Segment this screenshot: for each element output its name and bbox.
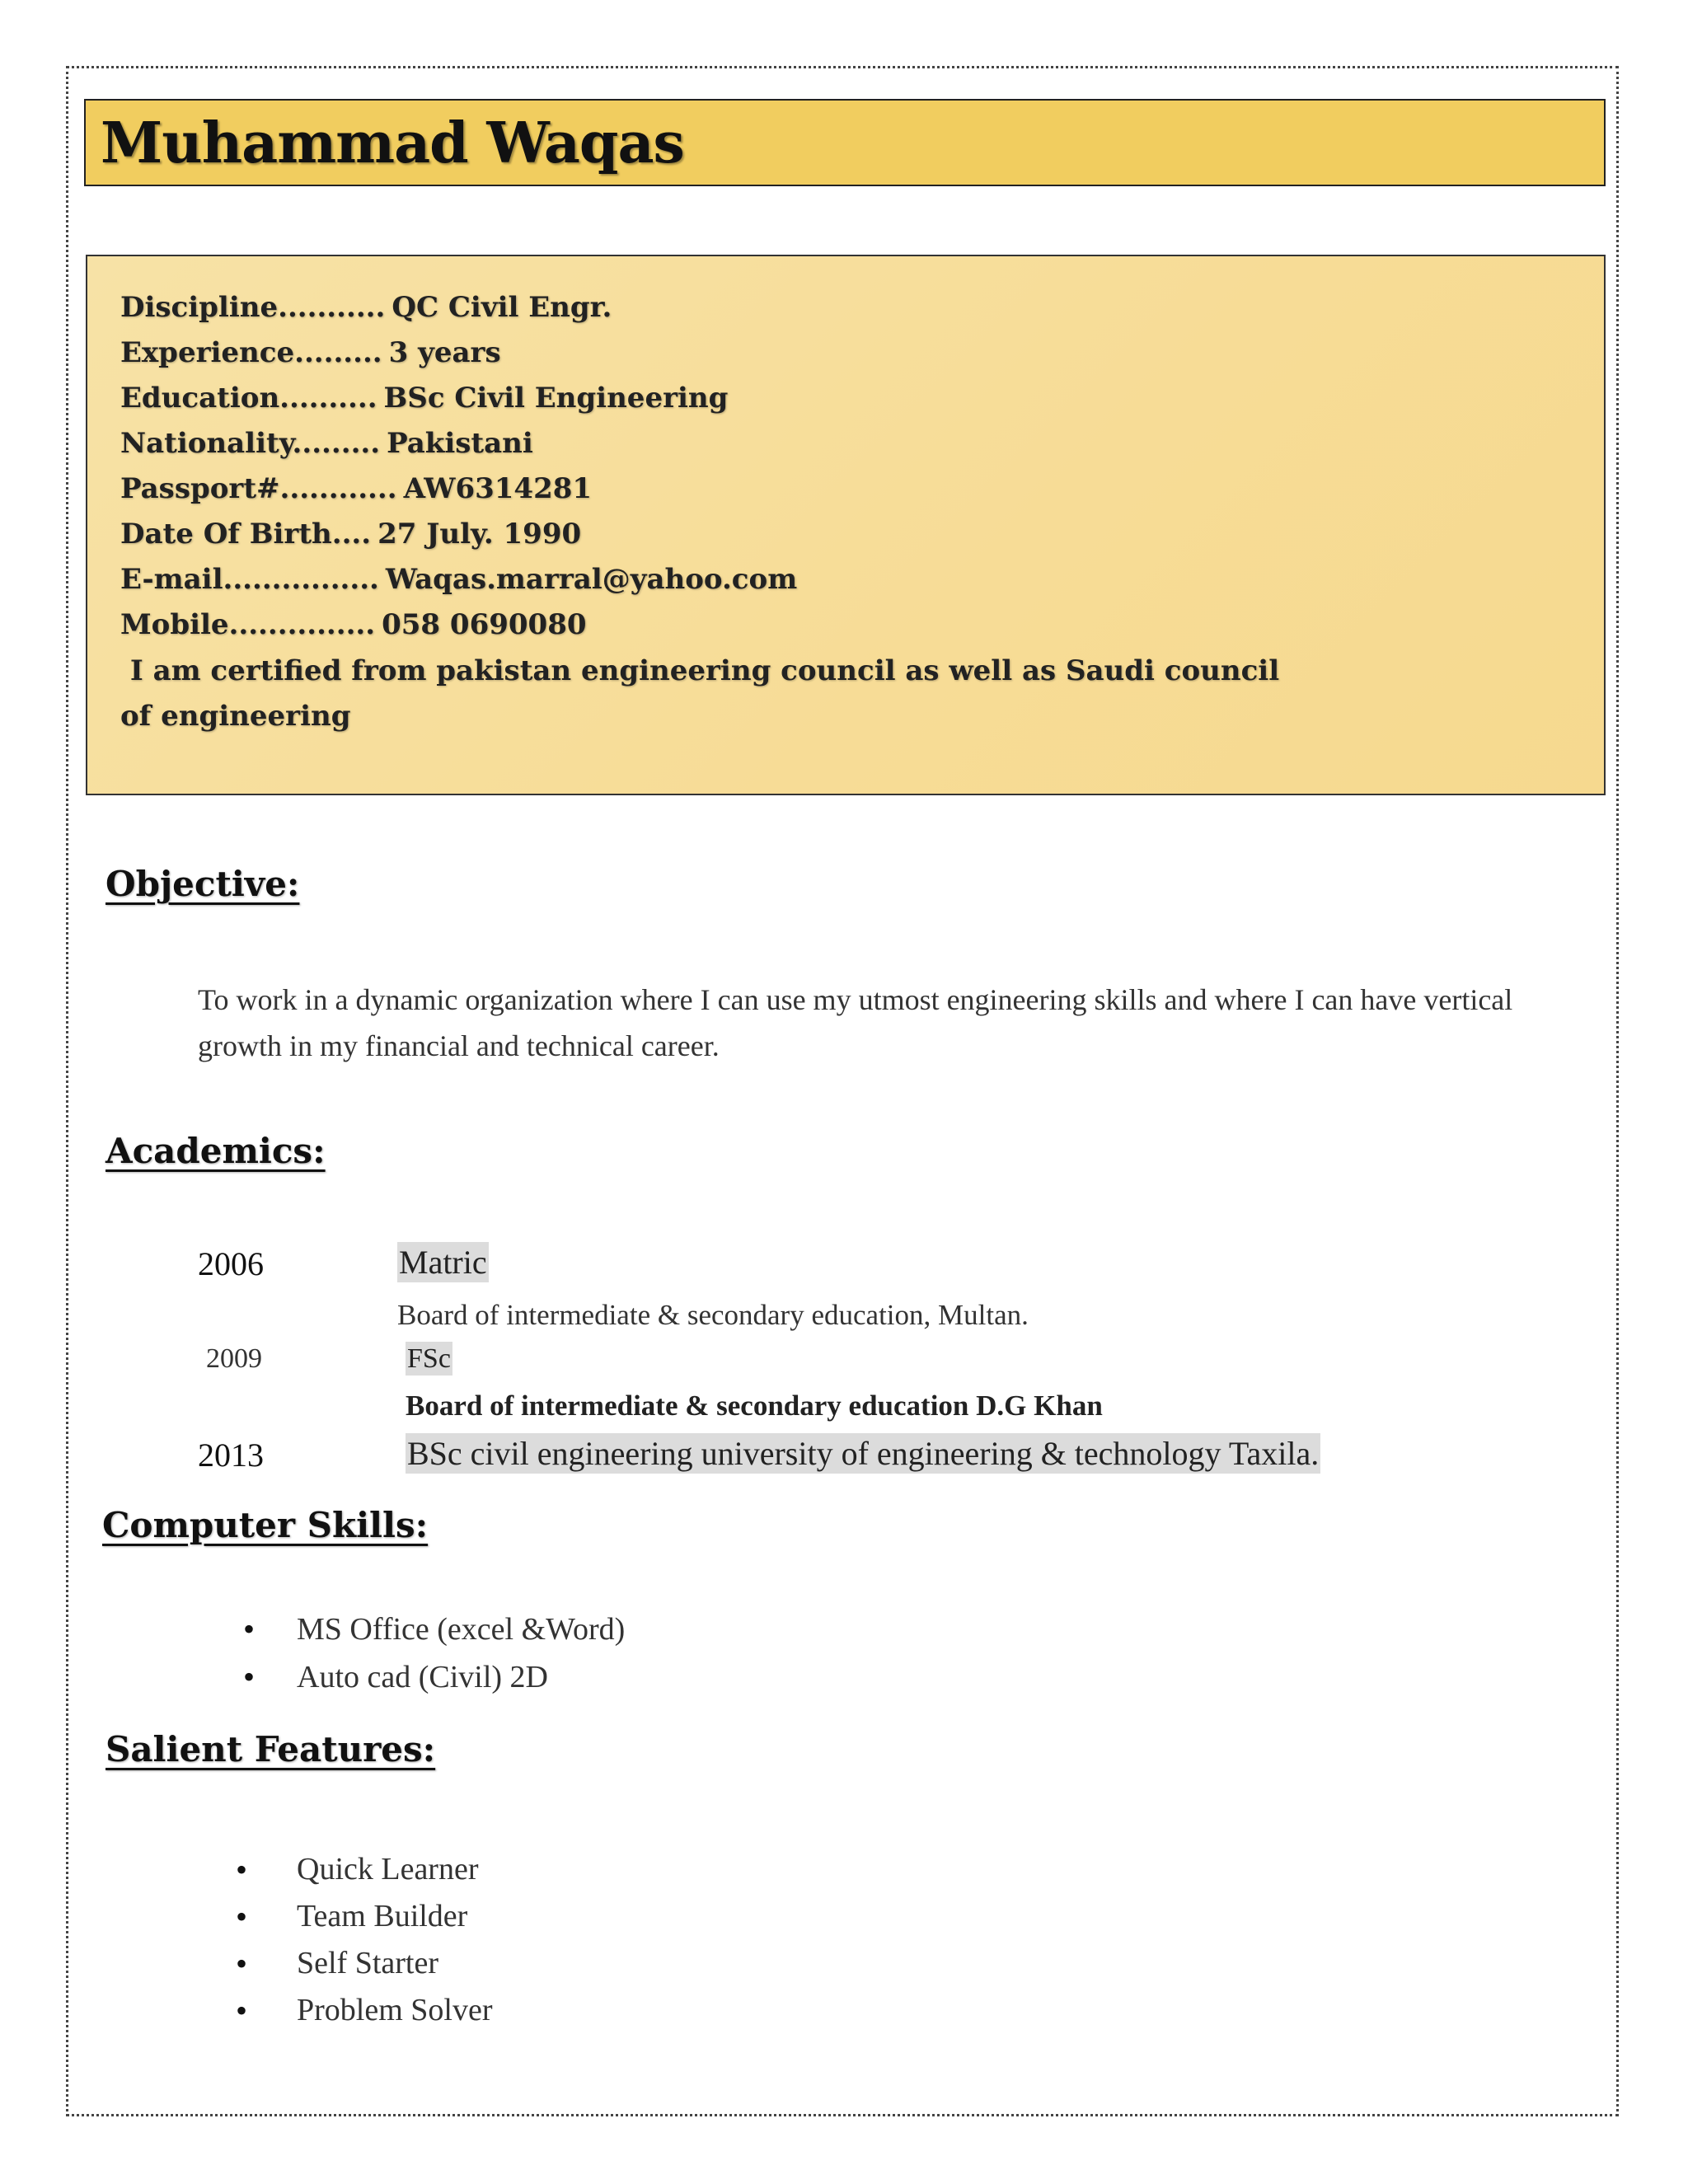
bullet-icon: • bbox=[243, 1658, 256, 1695]
skill-label: MS Office (excel &Word) bbox=[297, 1612, 626, 1647]
salient-features-heading: Salient Features: bbox=[106, 1729, 436, 1769]
info-row-passport bbox=[120, 472, 592, 505]
list-item bbox=[236, 1893, 492, 1940]
feature-label: Problem Solver bbox=[297, 1993, 493, 2027]
list-item bbox=[236, 1846, 492, 1893]
certification-line-2: of engineering bbox=[120, 700, 351, 733]
list-item bbox=[243, 1653, 625, 1701]
academic-year-2006: 2006 bbox=[198, 1245, 264, 1282]
info-label: Education.......... bbox=[120, 382, 377, 415]
info-row-discipline bbox=[120, 291, 612, 324]
info-value: 058 0690080 bbox=[382, 608, 587, 641]
bullet-icon: • bbox=[243, 1610, 256, 1647]
name-banner bbox=[84, 99, 1606, 186]
list-item bbox=[243, 1605, 626, 1653]
feature-label: Team Builder bbox=[297, 1899, 468, 1933]
certification-line-1: I am certified from pakistan engineering council as well as Saudi council bbox=[120, 654, 1280, 687]
academics-heading: Academics: bbox=[106, 1131, 326, 1171]
info-label: Mobile............... bbox=[120, 608, 376, 641]
info-value: QC Civil Engr. bbox=[392, 291, 612, 324]
info-row-nationality bbox=[120, 427, 533, 460]
objective-text: To work in a dynamic organization where I can use my utmost engineering skills and where I can have vertical growth in my financial and technical career. bbox=[198, 983, 1513, 1062]
feature-label: Quick Learner bbox=[297, 1852, 479, 1886]
info-value: Waqas.marral@yahoo.com bbox=[385, 563, 798, 596]
list-item bbox=[236, 1940, 492, 1987]
info-label: Nationality......... bbox=[120, 427, 381, 460]
computer-skills-list bbox=[243, 1605, 626, 1701]
info-row-experience bbox=[120, 336, 501, 369]
bullet-icon: • bbox=[236, 1945, 248, 1982]
info-label: E-mail................ bbox=[120, 563, 379, 596]
computer-skills-heading: Computer Skills: bbox=[102, 1505, 429, 1545]
personal-info-box bbox=[86, 255, 1606, 795]
info-label: Experience......... bbox=[120, 336, 382, 369]
skill-label: Auto cad (Civil) 2D bbox=[297, 1660, 549, 1694]
info-row-dob bbox=[120, 518, 581, 551]
info-value: AW6314281 bbox=[403, 472, 593, 505]
academic-degree-fsc bbox=[406, 1343, 452, 1375]
info-value: 3 years bbox=[388, 336, 501, 369]
degree-label: FSc bbox=[407, 1343, 451, 1374]
academic-degree-bsc bbox=[406, 1434, 1320, 1473]
objective-heading: Objective: bbox=[106, 864, 300, 904]
academic-year-2013: 2013 bbox=[198, 1436, 264, 1474]
bullet-icon: • bbox=[236, 1898, 248, 1935]
info-value: Pakistani bbox=[387, 427, 533, 460]
feature-label: Self Starter bbox=[297, 1946, 439, 1980]
degree-label: Matric bbox=[399, 1244, 487, 1281]
salient-features-list bbox=[236, 1846, 493, 2034]
info-value: 27 July. 1990 bbox=[377, 518, 582, 551]
academic-degree-matric bbox=[397, 1243, 489, 1282]
degree-label: BSc civil engineering university of engineering & technology Taxila. bbox=[407, 1435, 1320, 1472]
candidate-name: Muhammad Waqas bbox=[101, 110, 684, 176]
info-row-mobile bbox=[120, 608, 587, 641]
academic-institute-fsc: Board of intermediate & secondary education D.G Khan bbox=[406, 1390, 1103, 1422]
info-value: BSc Civil Engineering bbox=[383, 382, 729, 415]
info-label: Date Of Birth.... bbox=[120, 518, 372, 551]
info-label: Discipline........... bbox=[120, 291, 386, 324]
info-row-email bbox=[120, 563, 797, 596]
list-item bbox=[236, 1987, 493, 2034]
info-label: Passport#............ bbox=[120, 472, 397, 505]
academic-year-2009: 2009 bbox=[206, 1343, 262, 1374]
bullet-icon: • bbox=[236, 1851, 248, 1888]
bullet-icon: • bbox=[236, 1992, 248, 2029]
info-row-education bbox=[120, 382, 728, 415]
academic-institute-matric: Board of intermediate & secondary education, Multan. bbox=[397, 1299, 1029, 1331]
